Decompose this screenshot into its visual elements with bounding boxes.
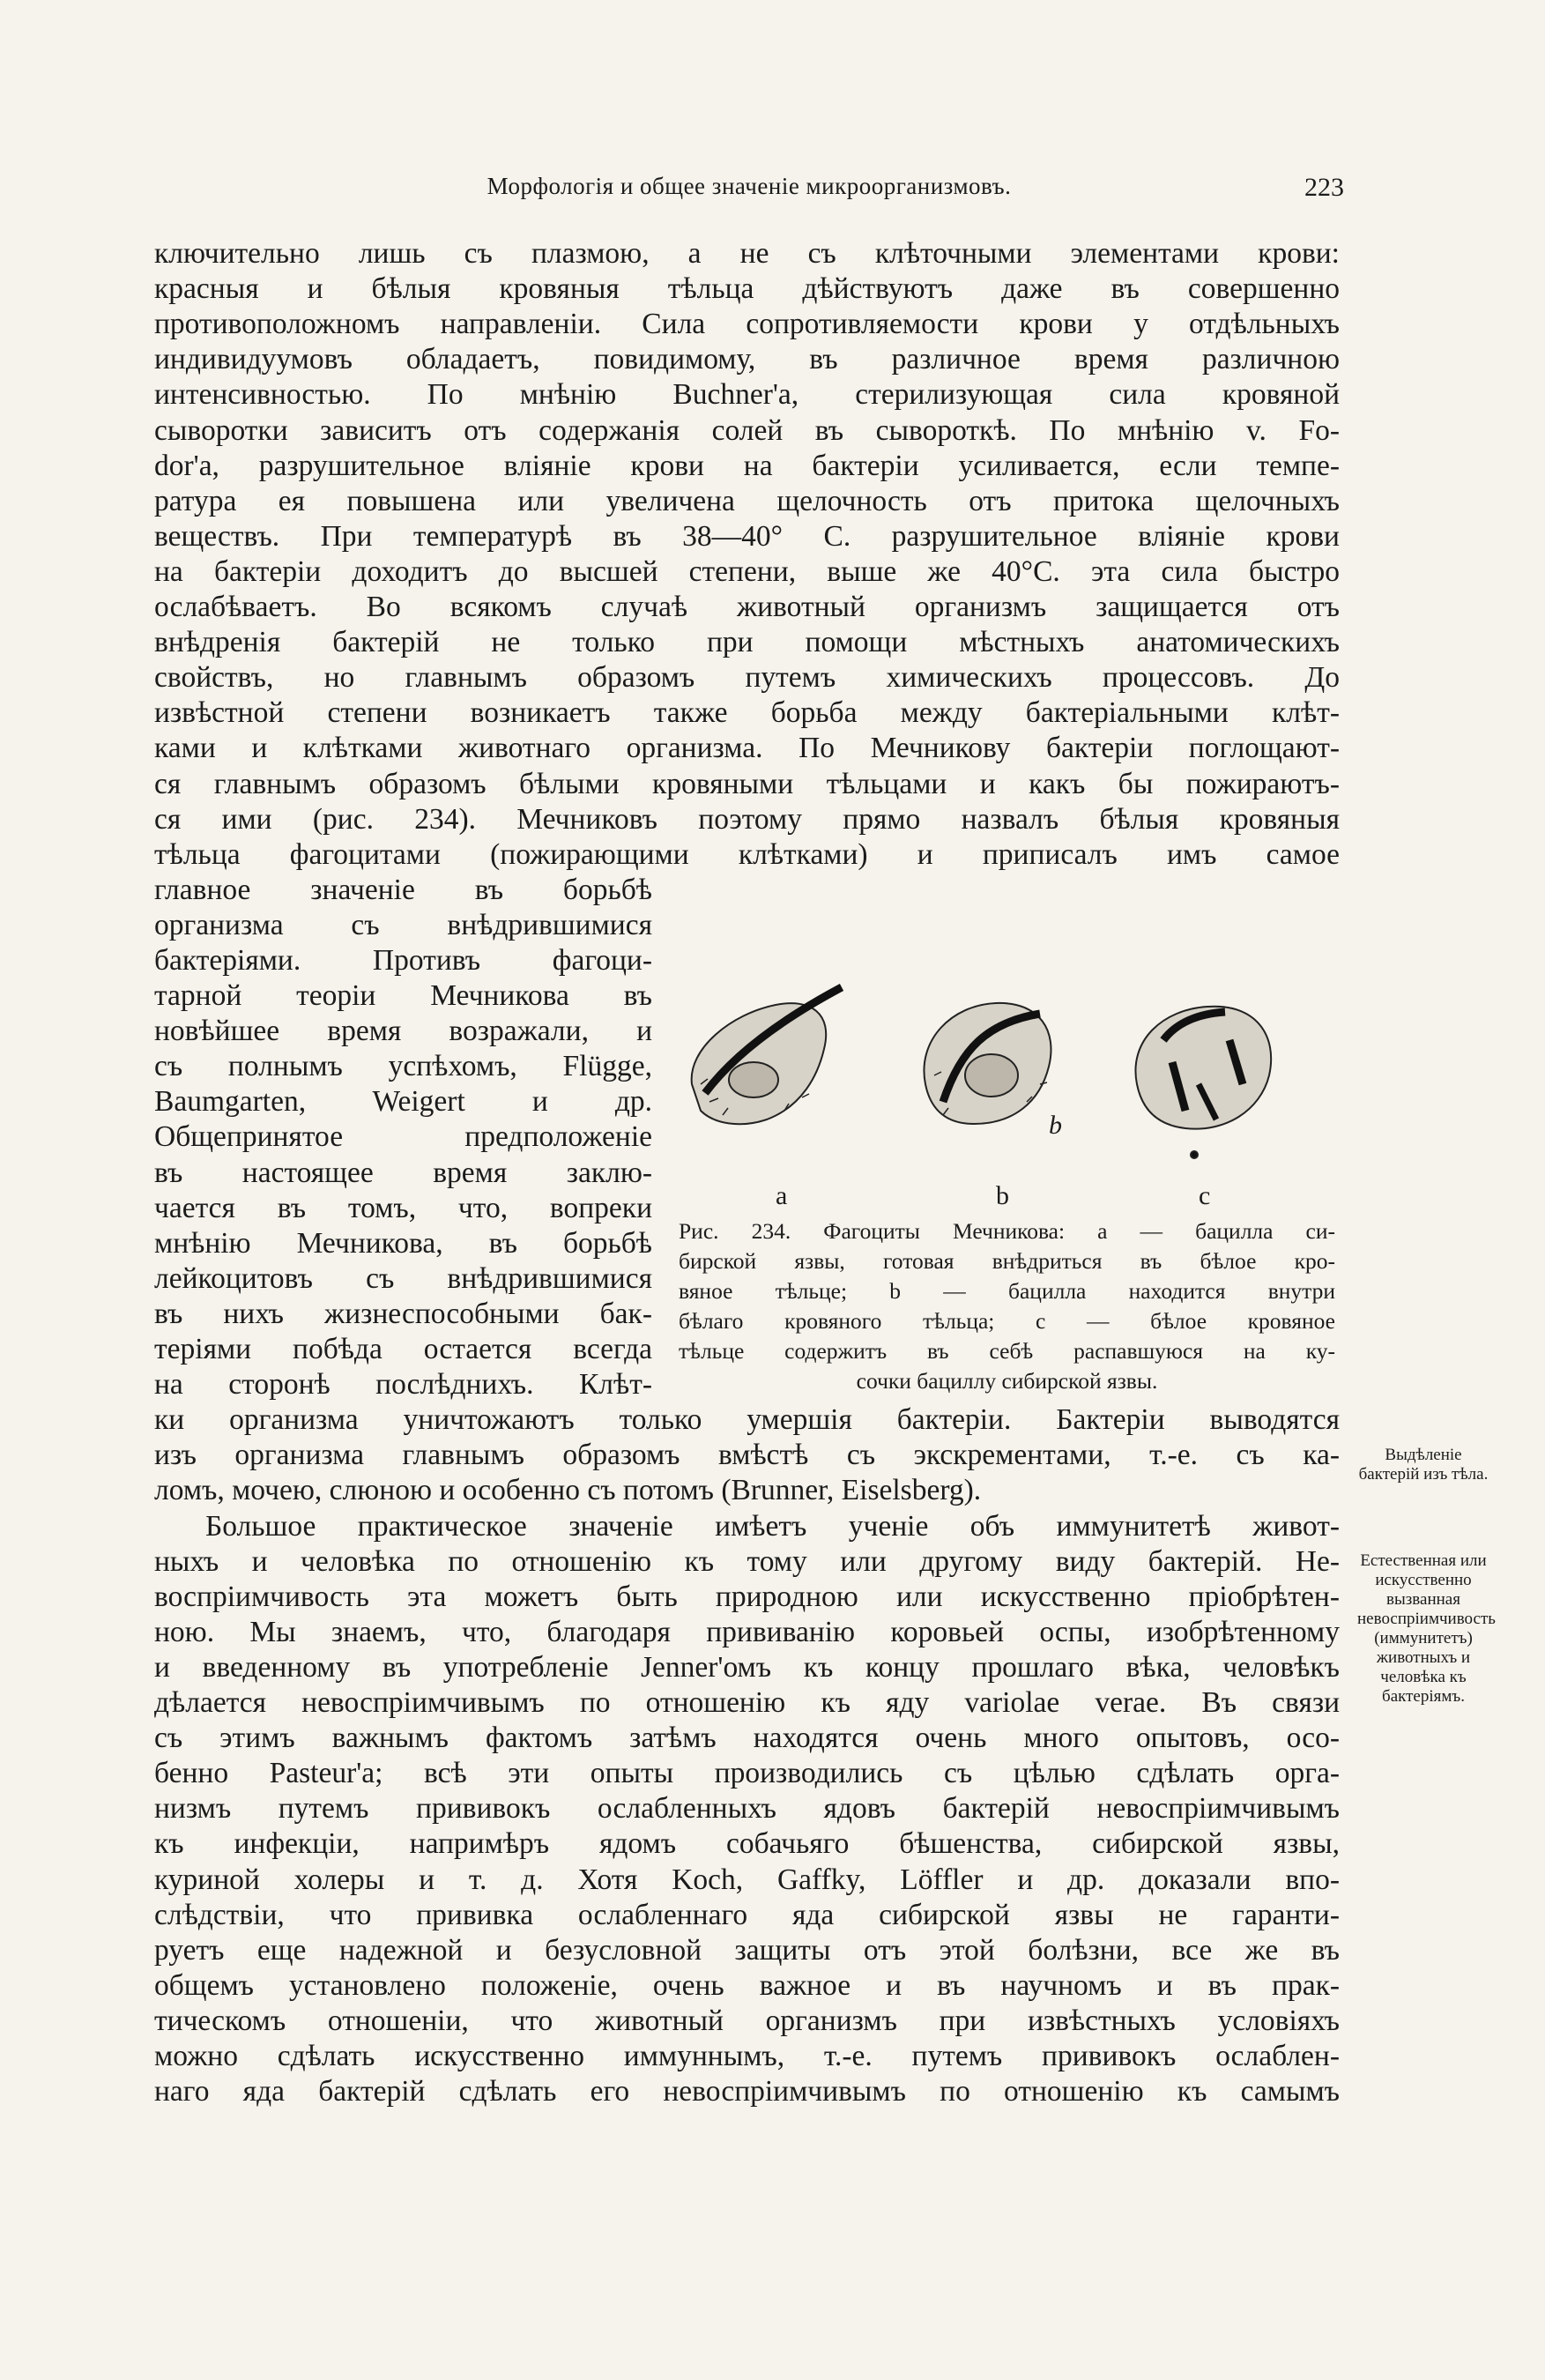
text-line: ломъ, мочею, слюною и особенно съ потомъ (Brunner, Eiselsberg). [154, 1474, 982, 1506]
caption-line: бѣлаго кровяного тѣльца; с — бѣлое кровяное [679, 1308, 1335, 1334]
text-line: свойствъ, но главнымъ образомъ путемъ химическихъ процессовъ. До [154, 661, 1340, 694]
phagocyte-a [692, 987, 842, 1124]
label-c: c [1199, 1181, 1211, 1210]
text-line: лейкоцитовъ съ внѣдрившимися [154, 1262, 652, 1295]
text-line: ки организма уничтожаютъ только умершія бактеріи. Бактеріи выводятся [154, 1403, 1340, 1436]
text-line: бенно Pasteur'a; всѣ эти опыты производились съ цѣлью сдѣлать орга- [154, 1757, 1340, 1789]
text-line: Большое практическое значеніе имѣетъ ученіе объ иммунитетѣ живот- [205, 1510, 1340, 1543]
text-line: Общепринятое предположеніе [154, 1120, 652, 1153]
text-line: въ нихъ жизнеспособными бак- [154, 1298, 652, 1330]
text-line: ся ими (рис. 234). Мечниковъ поэтому прямо назвалъ бѣлыя кровяныя [154, 803, 1340, 836]
caption-line: вяное тѣльце; b — бацилла находится внутри [679, 1278, 1335, 1304]
text-line: теріями побѣда остается всегда [154, 1333, 652, 1365]
text-line: ослабѣваетъ. Во всякомъ случаѣ животный организмъ защищается отъ [154, 591, 1340, 623]
label-a: a [776, 1181, 788, 1210]
text-line: изъ организма главнымъ образомъ вмѣстѣ съ экскрементами, т.-е. съ ка- [154, 1439, 1340, 1471]
text-line: ся главнымъ образомъ бѣлыми кровяными тѣльцами и какъ бы пожираютъ- [154, 768, 1340, 800]
text-line: руетъ еще надежной и безусловной защиты отъ этой болѣзни, все же въ [154, 1934, 1340, 1967]
text-line: индивидуумовъ обладаетъ, повидимому, въ различное время различною [154, 343, 1340, 376]
text-line: и введенному въ употребленіе Jenner'омъ къ концу прошлаго вѣка, человѣкъ [154, 1651, 1340, 1684]
page-number: 223 [1304, 173, 1344, 202]
text-line: низмъ путемъ прививокъ ослабленныхъ ядовъ бактерій невоспріимчивымъ [154, 1792, 1340, 1825]
text-line: тическомъ отношеніи, что животный организмъ при извѣстныхъ условіяхъ [154, 2004, 1340, 2037]
text-line: интенсивностью. По мнѣнію Buchner'a, стерилизующая сила кровяной [154, 378, 1340, 411]
text-line: тарной теоріи Мечникова въ [154, 979, 652, 1012]
text-line: дѣлается невоспріимчивымъ по отношенію къ яду variolae verae. Въ связи [154, 1686, 1340, 1719]
text-line: слѣдствіи, что прививка ослабленнаго яда сибирской язвы не гаранти- [154, 1899, 1340, 1931]
phagocyte-illustration [670, 952, 1348, 1216]
text-line: воспріимчивость эта можетъ быть природною или искусственно пріобрѣтен- [154, 1580, 1340, 1613]
text-line: куриной холеры и т. д. Хотя Koch, Gaffky, Löffler и др. доказали впо- [154, 1863, 1340, 1896]
text-line: ною. Мы знаемъ, что, благодаря прививанію коровьей оспы, изобрѣтенному [154, 1616, 1340, 1648]
text-line: въ настоящее время заклю- [154, 1157, 652, 1189]
caption-line: Рис. 234. Фагоциты Мечникова: а — бацилла си- [679, 1218, 1335, 1244]
text-line: на сторонѣ послѣднихъ. Клѣт- [154, 1368, 652, 1401]
text-line: ками и клѣтками животнаго организма. По Мечникову бактеріи поглощают- [154, 732, 1340, 764]
margin-note-excretion: Выдѣленіе бактерій изъ тѣла. [1358, 1446, 1489, 1484]
text-line: противоположномъ направленіи. Сила сопротивляемости крови у отдѣльныхъ [154, 308, 1340, 340]
phagocyte-b [924, 1003, 1051, 1124]
text-line: организма съ внѣдрившимися [154, 909, 652, 941]
caption-line: сочки бациллу сибирской язвы. [856, 1368, 1158, 1394]
text-line: бактеріями. Противъ фагоци- [154, 944, 652, 977]
phagocyte-c [1135, 1007, 1271, 1158]
text-line: тѣльца фагоцитами (пожирающими клѣтками) и приписалъ имъ самое [154, 838, 1340, 871]
text-line: красныя и бѣлыя кровяныя тѣльца дѣйствуютъ даже въ совершенно [154, 272, 1340, 305]
margin-note-immunity: Естественная или искусственно вызванная невоспріимчивость (иммунитетъ) животныхъ и человѣка къ бактеріямъ. [1357, 1551, 1496, 1706]
text-line: къ инфекціи, напримѣръ ядомъ собачьяго бѣшенства, сибирской язвы, [154, 1827, 1340, 1860]
inline-label-b: b [1049, 1111, 1062, 1140]
text-line: главное значеніе въ борьбѣ [154, 874, 652, 906]
caption-line: бирской язвы, готовая внѣдриться въ бѣлое кро- [679, 1248, 1335, 1274]
running-title: Морфологія и общее значеніе микроорганизмовъ. [487, 173, 1012, 199]
text-line: dor'a, разрушительное вліяніе крови на бактеріи усиливается, если темпе- [154, 450, 1340, 482]
text-line: ключительно лишь съ плазмою, а не съ клѣточными элементами крови: [154, 237, 1340, 270]
text-line: извѣстной степени возникаетъ также борьба между бактеріальными клѣт- [154, 696, 1340, 729]
label-b: b [996, 1181, 1009, 1210]
text-line: съ полнымъ успѣхомъ, Flügge, [154, 1050, 652, 1082]
text-line: Baumgarten, Weigert и др. [154, 1085, 652, 1118]
text-line: съ этимъ важнымъ фактомъ затѣмъ находятся очень много опытовъ, осо- [154, 1722, 1340, 1754]
text-line: ратура ея повышена или увеличена щелочность отъ притока щелочныхъ [154, 485, 1340, 517]
text-line: мнѣнію Мечникова, въ борьбѣ [154, 1227, 652, 1260]
text-line: внѣдренія бактерій не только при помощи мѣстныхъ анатомическихъ [154, 626, 1340, 658]
text-line: общемъ установлено положеніе, очень важное и въ научномъ и въ прак- [154, 1969, 1340, 2002]
text-line: наго яда бактерій сдѣлать его невоспріимчивымъ по отношенію къ самымъ [154, 2075, 1340, 2108]
text-line: ныхъ и человѣка по отношенію къ тому или другому виду бактерій. Не- [154, 1545, 1340, 1578]
text-line: чается въ томъ, что, вопреки [154, 1192, 652, 1224]
text-line: веществъ. При температурѣ въ 38—40° С. разрушительное вліяніе крови [154, 520, 1340, 553]
text-line: на бактеріи доходитъ до высшей степени, выше же 40°С. эта сила быстро [154, 555, 1340, 588]
running-header [154, 173, 1344, 208]
text-line: новѣйшее время возражали, и [154, 1015, 652, 1047]
text-line: можно сдѣлать искусственно иммуннымъ, т.-е. путемъ прививокъ ослаблен- [154, 2040, 1340, 2072]
text-line: сыворотки зависитъ отъ содержанія солей въ сывороткѣ. По мнѣнію v. Fo- [154, 414, 1340, 447]
caption-line: тѣльце содержитъ въ себѣ распавшуюся на ку- [679, 1338, 1335, 1364]
